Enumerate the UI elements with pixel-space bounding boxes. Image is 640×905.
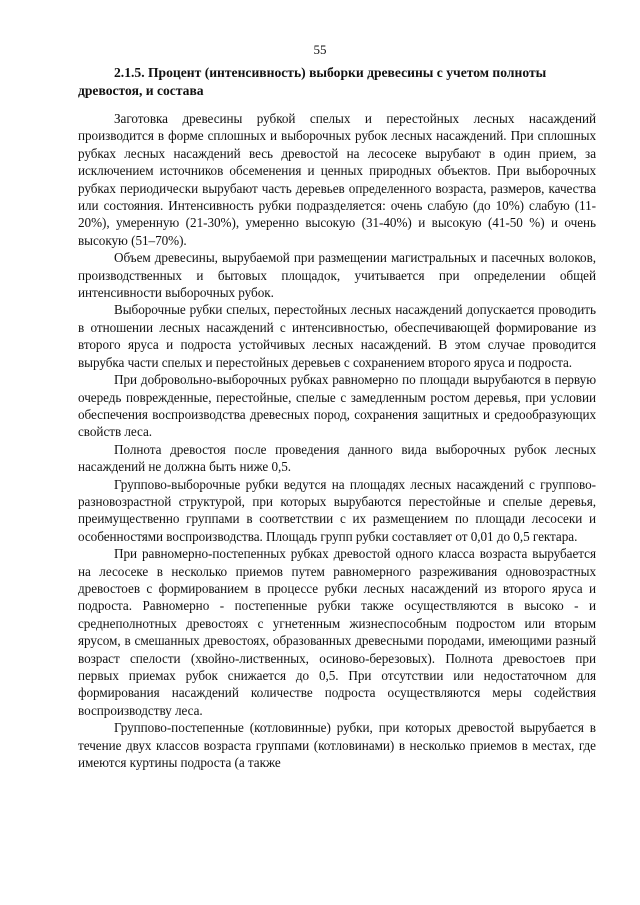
paragraph-clear-and-selective-cutting: Заготовка древесины рубкой спелых и перестойных лесных насаждений производится в форме сплошных и выборочных рубок лесных насаждений. При сплошных рубках лесных насаждений весь древостой на лесосеке вырубают в один прием, за исключением источников обсеменения и ценных природных объектов. При выборочных рубках периодически вырубают часть деревьев определенного возраста, размеров, качества или состояния. Интенсивность рубки подразделяется: очень слабую (до 10%) слабую (11-20%), умеренную (21-30%), умеренно высокую (31-40%) и высокую (41-50 %) и очень высокую (51–70%). [78,111,596,248]
document-body [78,110,596,771]
paragraph-group-selective-cutting: Группово-выборочные рубки ведутся на площадях лесных насаждений с группово-разновозрастной структурой, при которых вырубаются перестойные и спелые деревья, преимущественно группами в соответствии с их размещением по площади лесосеки и особенностями воспроизводства. Площадь групп рубки составляет от 0,01 до 0,5 гектара. [78,476,596,544]
paragraph-voluntary-selective-cutting: При добровольно-выборочных рубках равномерно по площади вырубаются в первую очередь поврежденные, перестойные, спелые с замедленным ростом деревья, при условии обеспечения воспроизводства древесных пород, сохранения защитных и средообразующих свойств леса. [78,372,596,440]
paragraph-uniform-shelterwood-cutting: При равномерно-постепенных рубках древостой одного класса возраста вырубается на лесосеке в несколько приемов путем равномерного разреживания одновозрастных древостоев с формированием в процессе рубки лесных насаждений из второго яруса и подроста. Равномерно - постепенные рубки также осуществляются в высоко - и среднеполнотных древостоях с угнетенным жизнеспособным подростом или вторым ярусом, в смешанных древостоях, образованных древесными породами, имеющими разный возраст спелости (хвойно-лиственных, осиново-березовых). Полнота древостоев при первых приемах рубок снижается до 0,5. При отсутствии или недостаточном для формирования насаждений количестве подроста осуществляются меры содействия воспроизводству леса. [78,546,596,718]
page-number: 55 [313,42,327,57]
paragraph-selective-cutting-intensity: Выборочные рубки спелых, перестойных лесных насаждений допускается проводить в отношении лесных насаждений с интенсивностью, обеспечивающей формирование из второго яруса и подроста устойчивых лесных насаждений. В этом случае проводится вырубка части спелых и перестойных деревьев с сохранением второго яруса и подроста. [78,302,596,370]
paragraph-group-shelterwood-cutting: Группово-постепенные (котловинные) рубки, при которых древостой вырубается в течение двух классов возраста группами (котловинами) в несколько приемов в местах, где имеются куртины подроста (а также [78,720,596,771]
paragraph-stand-density-limit: Полнота древостоя после проведения данного вида выборочных рубок лесных насаждений не должна быть ниже 0,5. [78,441,596,475]
paragraph-skidding-trails-volume: Объем древесины, вырубаемой при размещении магистральных и пасечных волоков, производственных и бытовых площадок, учитывается при определении общей интенсивности выборочных рубок. [78,250,596,301]
section-heading: 2.1.5. Процент (интенсивность) выборки древесины с учетом полноты древостоя, и состава [78,65,547,98]
